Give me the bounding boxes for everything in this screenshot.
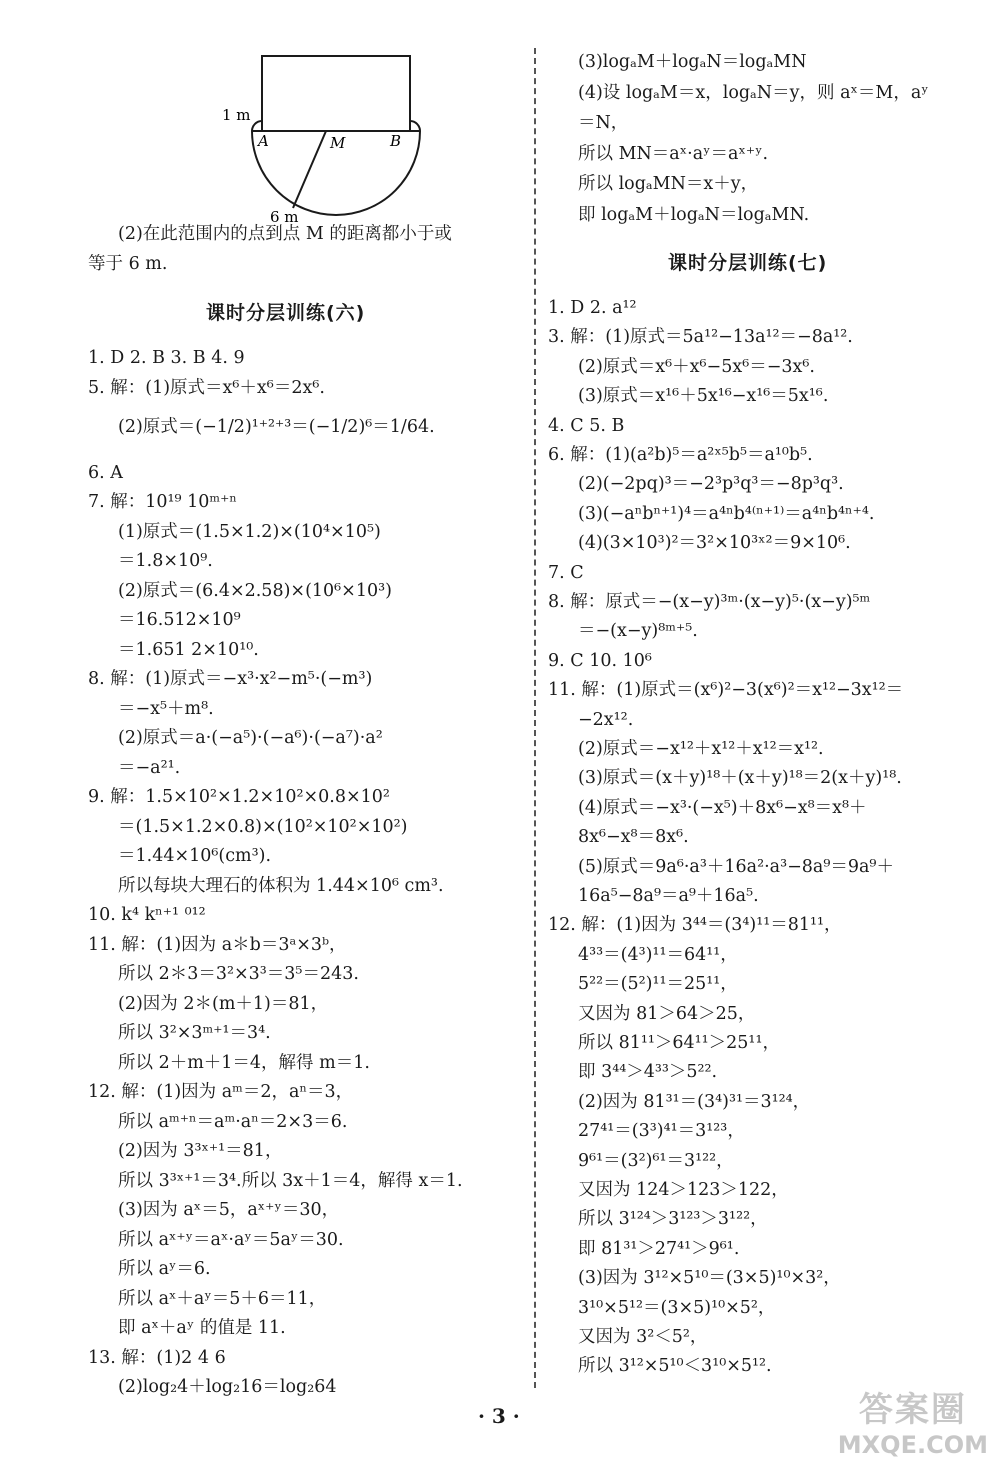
- rectangle-shape: [262, 56, 410, 131]
- text-line: 即 aˣ＋aʸ 的值是 11.: [118, 1318, 286, 1338]
- watermark-en: MXQE.COM: [837, 1431, 988, 1459]
- text-line: (2)log₂4＋log₂16＝log₂64: [118, 1377, 337, 1397]
- text-line: ＝N，: [578, 113, 629, 133]
- text-line: 所以 3²×3ᵐ⁺¹＝3⁴.: [118, 1023, 271, 1043]
- right-quarter-arc: [410, 121, 420, 131]
- text-line: 所以 aˣ⁺ʸ＝aˣ·aʸ＝5aʸ＝30.: [118, 1229, 344, 1250]
- text-line: 5²²＝(5²)¹¹＝25¹¹，: [578, 974, 738, 995]
- text-line: 8. 解：原式＝−(x−y)³ᵐ·(x−y)⁵·(x−y)⁵ᵐ: [548, 592, 871, 612]
- text-line: 11. 解：(1)原式＝(x⁶)²−3(x⁶)²＝x¹²−3x¹²＝: [548, 680, 904, 701]
- text-line: ＝1.651 2×10¹⁰.: [118, 639, 259, 660]
- text-line: ＝−(x−y)⁸ᵐ⁺⁵.: [578, 621, 698, 642]
- left-quarter-arc: [252, 121, 262, 131]
- text-line: ＝−a²¹.: [118, 757, 181, 778]
- text-line: ＝(1.5×1.2×0.8)×(10²×10²×10²): [118, 816, 408, 837]
- text-line: (1)原式＝(1.5×1.2)×(10⁴×10⁵): [118, 521, 381, 542]
- text-line: (2)原式＝(−1/2)¹⁺²⁺³＝(−1/2)⁶＝1/64.: [118, 417, 435, 437]
- text-line: ＝1.8×10⁹.: [118, 551, 213, 571]
- text-line: 4. C 5. B: [548, 415, 625, 436]
- text-line: (4)设 logₐM＝x，logₐN＝y，则 aˣ＝M，aʸ: [578, 82, 929, 103]
- text-line: 9. C 10. 10⁶: [548, 650, 652, 671]
- label-A: A: [258, 132, 269, 150]
- text-line: (2)原式＝a·(−a⁵)·(−a⁶)·(−a⁷)·a²: [118, 728, 383, 748]
- text-line: 即 3⁴⁴＞4³³＞5²².: [578, 1062, 718, 1083]
- geometry-figure: [220, 48, 440, 232]
- text-line: 即 logₐM＋logₐN＝logₐMN.: [578, 204, 810, 225]
- text-line: 27⁴¹＝(3³)⁴¹＝3¹²³，: [578, 1121, 745, 1142]
- text-line: 13. 解：(1)2 4 6: [88, 1347, 226, 1368]
- text-line: 3. 解：(1)原式＝5a¹²−13a¹²＝−8a¹².: [548, 327, 853, 348]
- text-line: 9. 解：1.5×10²×1.2×10²×0.8×10²: [88, 787, 390, 807]
- text-line: (2)因为 2＊(m＋1)＝81，: [118, 993, 329, 1014]
- text-line: 1. D 2. B 3. B 4. 9: [88, 348, 245, 368]
- text-line: 又因为 124＞123＞122，: [578, 1180, 789, 1200]
- text-line: 所以 2＋m＋1＝4，解得 m＝1.: [118, 1052, 370, 1073]
- text-line: (2)原式＝(6.4×2.58)×(10⁶×10³): [118, 580, 392, 601]
- text-line: 等于 6 m.: [88, 254, 168, 274]
- text-line: 7. C: [548, 562, 584, 583]
- text-line: 10. k⁴ kⁿ⁺¹ ⁰¹²: [88, 905, 206, 925]
- text-line: 8x⁶−x⁸＝8x⁶.: [578, 827, 689, 848]
- text-line: (3)logₐM＋logₐN＝logₐMN: [578, 52, 807, 72]
- text-line: 所以 81¹¹＞64¹¹＞25¹¹，: [578, 1033, 780, 1053]
- text-line: 16a⁵−8a⁹＝a⁹＋16a⁵.: [578, 886, 759, 906]
- text-line: (2)原式＝−x¹²＋x¹²＋x¹²＝x¹².: [578, 739, 824, 759]
- text-line: 6. 解：(1)(a²b)⁵＝a²ˣ⁵b⁵＝a¹⁰b⁵.: [548, 445, 813, 465]
- page-number: · 3 ·: [478, 1404, 520, 1428]
- text-line: 所以 aᵐ⁺ⁿ＝aᵐ·aⁿ＝2×3＝6.: [118, 1111, 348, 1132]
- text-line: 5. 解：(1)原式＝x⁶＋x⁶＝2x⁶.: [88, 377, 325, 398]
- text-line: ＝1.44×10⁶(cm³).: [118, 846, 272, 866]
- text-line: 所以 aˣ＋aʸ＝5＋6＝11，: [118, 1288, 327, 1309]
- text-line: (2)在此范围内的点到点 M 的距离都小于或: [118, 224, 452, 244]
- text-line: 所以每块大理石的体积为 1.44×10⁶ cm³.: [118, 875, 444, 896]
- text-line: 又因为 3²＜5²，: [578, 1327, 708, 1347]
- text-line: (2)原式＝x⁶＋x⁶−5x⁶＝−3x⁶.: [578, 356, 815, 377]
- text-line: 6. A: [88, 462, 123, 483]
- text-line: 12. 解：(1)因为 aᵐ＝2，aⁿ＝3，: [88, 1082, 354, 1102]
- text-line: 即 81³¹＞27⁴¹＞9⁶¹.: [578, 1238, 740, 1259]
- text-line: −2x¹².: [578, 709, 634, 730]
- watermark-logo: [838, 1382, 988, 1459]
- text-line: (3)(−aⁿbⁿ⁺¹)⁴＝a⁴ⁿb⁴⁽ⁿ⁺¹⁾＝a⁴ⁿb⁴ⁿ⁺⁴.: [578, 503, 875, 524]
- label-B: B: [390, 132, 402, 150]
- text-line: 所以 3¹²×5¹⁰＜3¹⁰×5¹².: [578, 1356, 772, 1377]
- watermark-cn: 答案圈: [858, 1390, 967, 1430]
- column-divider: [534, 48, 536, 1388]
- text-line: (3)原式＝(x＋y)¹⁸＋(x＋y)¹⁸＝2(x＋y)¹⁸.: [578, 768, 902, 789]
- text-line: 11. 解：(1)因为 a＊b＝3ᵃ×3ᵇ，: [88, 934, 347, 955]
- text-line: (3)因为 aˣ＝5，aˣ⁺ʸ＝30，: [118, 1200, 340, 1220]
- text-line: 3¹⁰×5¹²＝(3×5)¹⁰×5²，: [578, 1297, 776, 1318]
- text-line: 9⁶¹＝(3²)⁶¹＝3¹²²，: [578, 1150, 734, 1171]
- text-line: 所以 aʸ＝6.: [118, 1259, 211, 1279]
- label-6m: 6 m: [270, 208, 299, 226]
- text-line: (4)原式＝−x³·(−x⁵)＋8x⁶−x⁸＝x⁸＋: [578, 797, 867, 818]
- text-line: 4³³＝(4³)¹¹＝64¹¹，: [578, 944, 738, 965]
- text-line: 所以 3³ˣ⁺¹＝3⁴.所以 3x＋1＝4，解得 x＝1.: [118, 1170, 463, 1191]
- text-line: ＝−x⁵＋m⁸.: [118, 698, 214, 719]
- text-line: 12. 解：(1)因为 3⁴⁴＝(3⁴)¹¹＝81¹¹，: [548, 915, 842, 936]
- text-line: (2)因为 3³ˣ⁺¹＝81，: [118, 1141, 283, 1161]
- label-M: M: [330, 134, 346, 152]
- text-line: (3)原式＝x¹⁶＋5x¹⁶−x¹⁶＝5x¹⁶.: [578, 386, 829, 407]
- text-line: 所以 3¹²⁴＞3¹²³＞3¹²²，: [578, 1209, 768, 1230]
- text-line: (5)原式＝9a⁶·a³＋16a²·a³−8a⁹＝9a⁹＋: [578, 856, 894, 877]
- radius-line: [293, 131, 326, 208]
- text-line: ＝16.512×10⁹: [118, 610, 241, 630]
- text-line: 所以 MN＝aˣ·aʸ＝aˣ⁺ʸ.: [578, 143, 769, 164]
- label-1m: 1 m: [222, 106, 251, 124]
- text-line: 7. 解：10¹⁹ 10ᵐ⁺ⁿ: [88, 492, 237, 512]
- text-line: (2)因为 81³¹＝(3⁴)³¹＝3¹²⁴，: [578, 1091, 811, 1112]
- text-line: (2)(−2pq)³＝−2³p³q³＝−8p³q³.: [578, 474, 844, 495]
- text-line: (4)(3×10³)²＝3²×10³ˣ²＝9×10⁶.: [578, 533, 851, 554]
- text-line: (3)因为 3¹²×5¹⁰＝(3×5)¹⁰×3²，: [578, 1268, 841, 1289]
- section-heading: 课时分层训练(七): [668, 252, 828, 274]
- text-line: 所以 2＊3＝3²×3³＝3⁵＝243.: [118, 964, 359, 984]
- text-line: 又因为 81＞64＞25，: [578, 1003, 756, 1024]
- section-heading: 课时分层训练(六): [206, 302, 366, 324]
- text-line: 1. D 2. a¹²: [548, 298, 637, 318]
- text-line: 8. 解：(1)原式＝−x³·x²−m⁵·(−m³): [88, 669, 373, 689]
- text-line: 所以 logₐMN＝x＋y，: [578, 174, 759, 194]
